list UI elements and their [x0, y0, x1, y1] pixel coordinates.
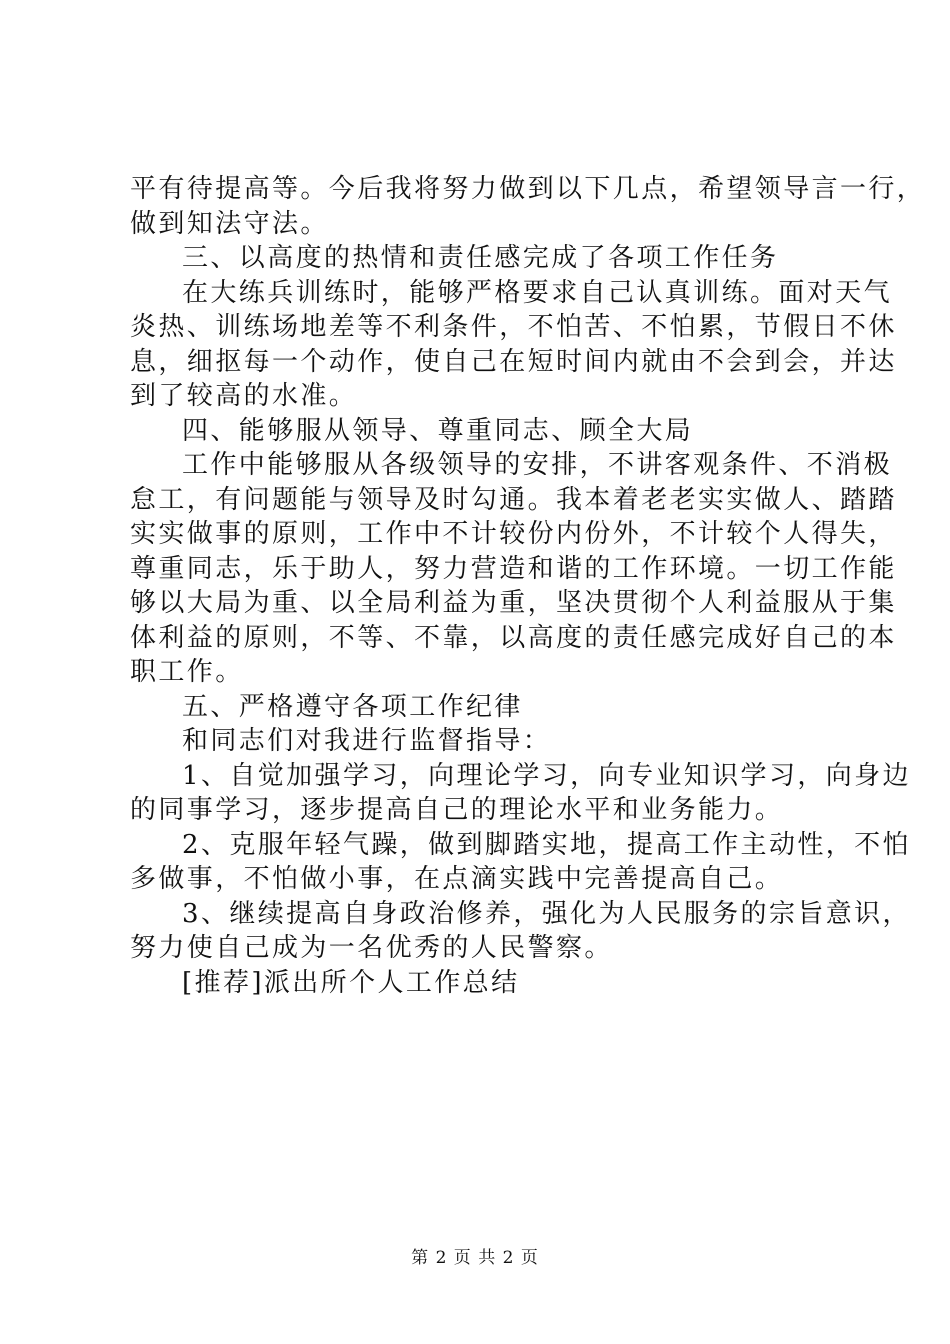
- page-footer: 第 2 页 共 2 页: [411, 1248, 539, 1268]
- paragraph-line: 体利益的原则，不等、不靠，以高度的责任感完成好自己的本: [130, 622, 897, 653]
- paragraph-line: 平有待提高等。今后我将努力做到以下几点，希望领导言一行，: [130, 174, 926, 204]
- paragraph-line: 职工作。: [130, 657, 244, 687]
- related-title: [推荐]派出所个人工作总结: [182, 967, 520, 998]
- paragraph-line: 在大练兵训练时，能够严格要求自己认真训练。面对天气: [182, 277, 893, 308]
- paragraph-line: 的同事学习，逐步提高自己的理论水平和业务能力。: [130, 795, 784, 825]
- paragraph-line: 息，细抠每一个动作，使自己在短时间内就由不会到会，并达: [130, 346, 897, 377]
- paragraph-line: 到了较高的水准。: [130, 381, 358, 411]
- paragraph-line: 工作中能够服从各级领导的安排，不讲客观条件、不消极: [182, 450, 893, 480]
- paragraph-line: 实实做事的原则，工作中不计较份内份外，不计较个人得失，: [130, 519, 897, 549]
- paragraph-line: 多做事，不怕做小事，在点滴实践中完善提高自己。: [130, 864, 784, 894]
- paragraph-line: 尊重同志，乐于助人，努力营造和谐的工作环境。一切工作能: [130, 553, 897, 584]
- paragraph-line: 和同志们对我进行监督指导：: [182, 726, 552, 756]
- document-body: [130, 172, 926, 1000]
- section-heading: 四、能够服从领导、尊重同志、顾全大局: [182, 415, 694, 446]
- section-heading: 三、以高度的热情和责任感完成了各项工作任务: [182, 243, 779, 273]
- paragraph-line: 怠工，有问题能与领导及时勾通。我本着老老实实做人、踏踏: [130, 484, 897, 515]
- paragraph-line: 做到知法守法。: [130, 208, 329, 239]
- paragraph-line: 够以大局为重、以全局利益为重，坚决贯彻个人利益服从于集: [130, 588, 897, 618]
- list-item: 2、克服年轻气躁，做到脚踏实地，提高工作主动性，不怕: [182, 829, 911, 860]
- list-item: 3、继续提高自身政治修养，强化为人民服务的宗旨意识，: [182, 898, 911, 929]
- paragraph-line: 炎热、训练场地差等不利条件，不怕苦、不怕累，节假日不休: [130, 312, 897, 342]
- list-item: 1、自觉加强学习，向理论学习，向专业知识学习，向身边: [182, 760, 911, 791]
- paragraph-line: 努力使自己成为一名优秀的人民警察。: [130, 933, 613, 963]
- section-heading: 五、严格遵守各项工作纪律: [182, 691, 523, 722]
